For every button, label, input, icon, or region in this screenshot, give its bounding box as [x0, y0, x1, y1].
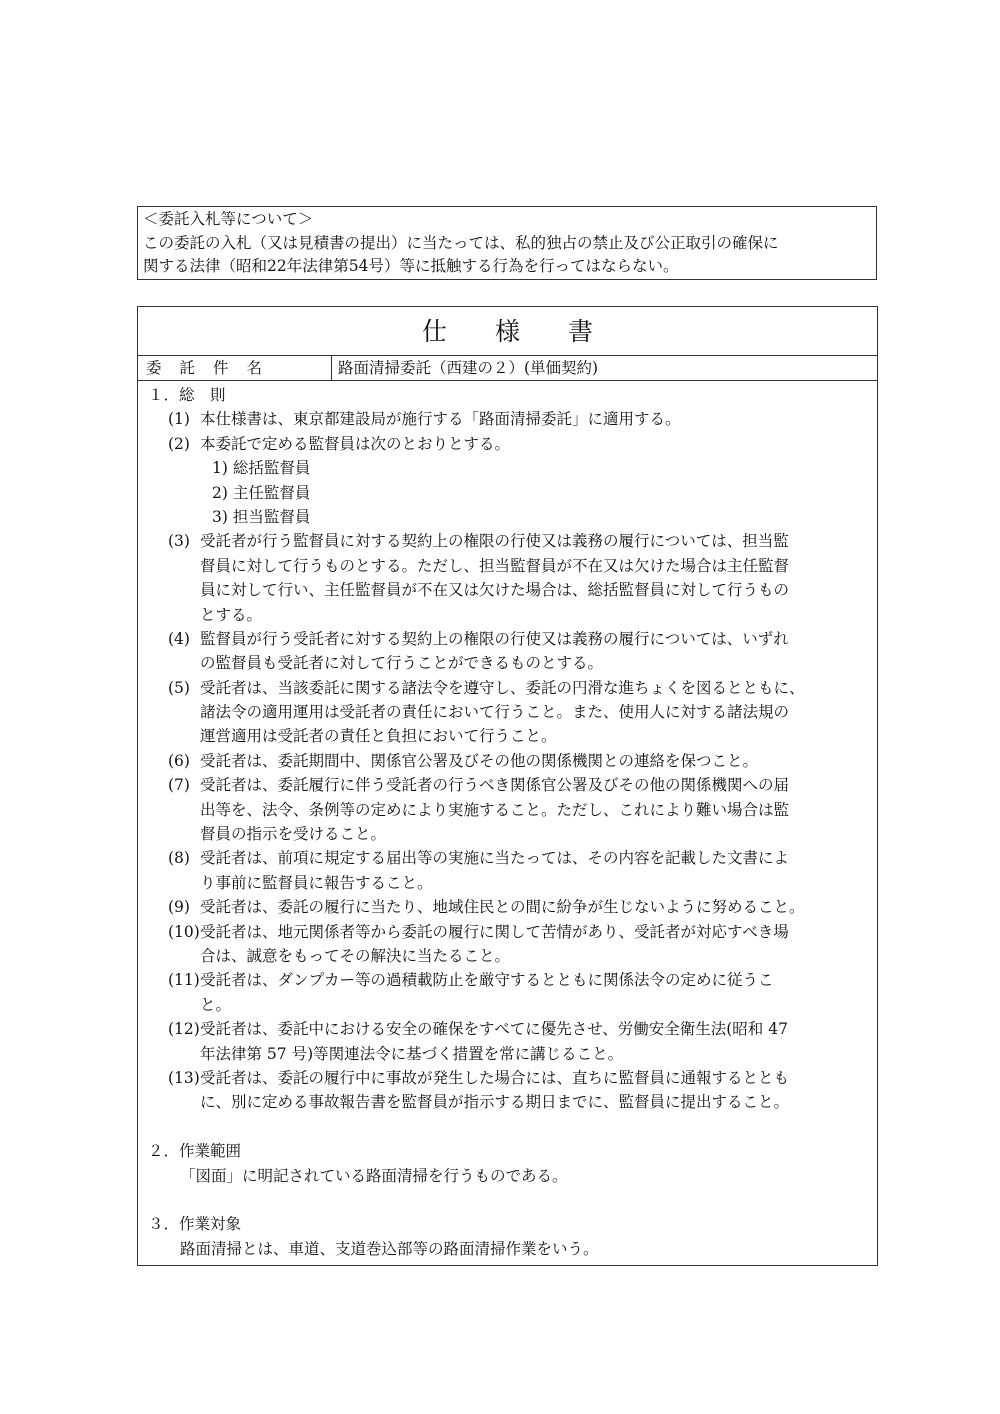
item-number: (12) [168, 1020, 200, 1039]
supervisor-item: 2) 主任監督員 [212, 483, 311, 502]
item-text: 受託者は、委託期間中、関係官公署及びその他の関係機関との連絡を保つこと。 [200, 751, 759, 770]
list-item [146, 407, 869, 431]
item-text: 本仕様書は、東京都建設局が施行する「路面清掃委託」に適用する。 [200, 410, 681, 429]
item-continuation: に、別に定める事故報告書を監督員が指示する期日までに、監督員に提出すること。 [200, 1093, 790, 1112]
list-item [146, 895, 869, 919]
section-2-heading: ２．作業範囲 [148, 1142, 242, 1161]
section-1-heading: １．総 則 [148, 386, 226, 404]
section-3-heading: ３．作業対象 [148, 1215, 242, 1234]
list-item [146, 529, 869, 553]
section-2-text: 「図面」に明記されている路面清掃を行うものである。 [180, 1166, 568, 1185]
list-item [146, 627, 869, 651]
item-text: 受託者は、委託の履行に当たり、地域住民との間に紛争が生じないように努めること。 [200, 898, 805, 917]
list-item [146, 749, 869, 773]
item-text: 本委託で定める監督員は次のとおりとする。 [200, 434, 511, 453]
item-continuation: 出等を、法令、条例等の定めにより実施すること。ただし、これにより難い場合は監 [200, 800, 790, 819]
list-item [146, 920, 869, 944]
notice-line-1: この委託の入札（又は見積書の提出）に当たっては、私的独占の禁止及び公正取引の確保に [143, 233, 779, 252]
spec-title: 仕様書 [138, 307, 877, 356]
list-item [146, 1017, 869, 1041]
item-text: 受託者は、当該委託に関する諸法令を遵守し、委託の円滑な進ちょくを図るとともに、 [200, 678, 805, 697]
specification-table [137, 306, 878, 1266]
item-continuation: と。 [200, 995, 232, 1014]
supervisor-item: 1) 総括監督員 [212, 459, 311, 478]
item-number: (7) [168, 776, 190, 795]
item-continuation: とする。 [200, 605, 263, 624]
item-number: (13) [168, 1068, 200, 1087]
item-text: 受託者は、委託の履行中に事故が発生した場合には、直ちに監督員に通報するととも [200, 1068, 790, 1087]
list-item [146, 773, 869, 797]
item-continuation: 合は、誠意をもってその解決に当たること。 [200, 946, 511, 965]
notice-heading: ＜委託入札等について＞ [143, 210, 314, 228]
item-number: (11) [168, 971, 200, 990]
item-text: 受託者は、地元関係者等から委託の履行に関して苦情があり、受託者が対応すべき場 [200, 922, 789, 941]
bid-notice-box [137, 206, 877, 280]
item-number: (8) [168, 849, 190, 868]
item-number: (3) [168, 532, 190, 551]
item-number: (9) [168, 898, 190, 917]
spec-content [138, 381, 877, 1261]
item-continuation: 員に対して行い、主任監督員が不在又は欠けた場合は、総括監督員に対して行うもの [200, 581, 790, 600]
item-number: (6) [168, 751, 190, 770]
section-3-text: 路面清掃とは、車道、支道巻込部等の路面清掃作業をいう。 [180, 1239, 599, 1258]
item-number: (1) [168, 410, 190, 429]
item-number: (5) [168, 678, 190, 697]
list-item [146, 432, 869, 456]
item-continuation: 督員の指示を受けること。 [200, 825, 387, 844]
list-item [146, 846, 869, 870]
item-continuation: 諸法令の適用運用は受託者の責任において行うこと。また、使用人に対する諸法規の [200, 703, 790, 722]
item-number: (2) [168, 434, 190, 453]
item-number: (4) [168, 629, 190, 648]
list-item [146, 676, 869, 700]
contract-row [138, 356, 877, 381]
item-number: (10) [168, 922, 200, 941]
contract-value: 路面清掃委託（西建の２）(単価契約) [338, 359, 599, 377]
item-text: 受託者は、ダンプカー等の過積載防止を厳守するとともに関係法令の定めに従うこ [200, 971, 774, 990]
list-item [146, 968, 869, 992]
item-text: 監督員が行う受託者に対する契約上の権限の行使又は義務の履行については、いずれ [200, 629, 789, 648]
item-text: 受託者は、前項に規定する届出等の実施に当たっては、その内容を記載した文書によ [200, 849, 790, 868]
notice-line-2: 関する法律（昭和22年法律第54号）等に抵触する行為を行ってはならない。 [143, 257, 679, 275]
list-item [146, 1066, 869, 1090]
item-text: 受託者が行う監督員に対する契約上の権限の行使又は義務の履行については、担当監 [200, 532, 789, 551]
contract-label: 委託件名 [138, 356, 332, 380]
item-continuation: り事前に監督員に報告すること。 [200, 873, 433, 892]
item-continuation: の監督員も受託者に対して行うことができるものとする。 [200, 654, 604, 673]
item-continuation: 督員に対して行うものとする。ただし、担当監督員が不在又は欠けた場合は主任監督 [200, 556, 790, 575]
supervisor-item: 3) 担当監督員 [212, 507, 311, 526]
item-text: 受託者は、委託履行に伴う受託者の行うべき関係官公署及びその他の関係機関への届 [200, 776, 790, 795]
item-continuation: 運営適用は受託者の責任と負担において行うこと。 [200, 727, 557, 746]
item-text: 受託者は、委託中における安全の確保をすべてに優先させ、労働安全衛生法(昭和 47 [200, 1020, 788, 1039]
item-continuation: 年法律第 57 号)等関連法令に基づく措置を常に講じること。 [200, 1044, 624, 1063]
